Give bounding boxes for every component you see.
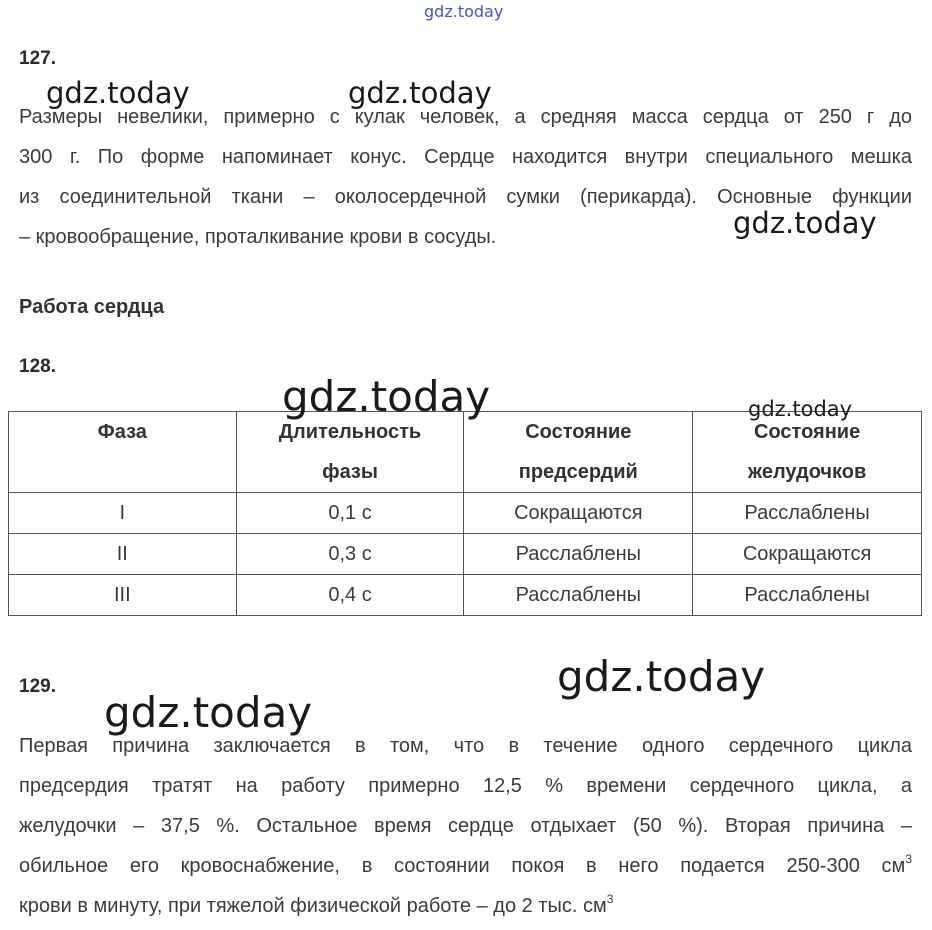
table-cell: III: [9, 575, 237, 616]
watermark: gdz.today: [282, 372, 491, 421]
watermark: gdz.today: [104, 688, 313, 737]
table-cell: Расслаблены: [464, 575, 693, 616]
header-ventricles-state: Состояние желудочков: [693, 412, 922, 493]
text-line: [19, 886, 912, 926]
table-cell: Расслаблены: [464, 534, 693, 575]
watermark-top: gdz.today: [424, 2, 504, 21]
text-line: Первая причина заключается в том, что в течение одного сердечного цикла: [19, 735, 912, 757]
watermark: gdz.today: [748, 397, 853, 421]
table-cell: II: [9, 534, 237, 575]
text-line: [19, 846, 912, 886]
text-line-content: обильное его кровоснабжение, в состоянии покоя в него подается 250-300 см: [19, 855, 906, 877]
watermark: gdz.today: [348, 76, 492, 110]
text-line: – кровообращение, проталкивание крови в сосуды.: [19, 226, 497, 248]
table-row: [9, 534, 922, 575]
table-row: [9, 575, 922, 616]
table-cell: 0,1 с: [236, 493, 464, 534]
header-phase: Фаза: [9, 412, 237, 493]
task-number-128: 128.: [19, 356, 56, 377]
table-header-row: [9, 412, 922, 493]
superscript-3: 3: [606, 892, 614, 906]
watermark: gdz.today: [46, 76, 190, 110]
text-line: из соединительной ткани – околосердечной сумки (перикарда). Основные функции: [19, 186, 912, 208]
table-cell: Сокращаются: [693, 534, 922, 575]
section-title: Работа сердца: [19, 296, 165, 318]
table-cell: 0,3 с: [236, 534, 464, 575]
table-cell: Сокращаются: [464, 493, 693, 534]
watermark: gdz.today: [733, 206, 877, 240]
task-number-127: 127.: [19, 48, 56, 69]
heart-phases-table: [8, 411, 922, 616]
text-line: предсердия тратят на работу примерно 12,5 % времени сердечного цикла, а: [19, 775, 912, 797]
header-atria-state: Состояние предсердий: [464, 412, 693, 493]
text-line: 300 г. По форме напоминает конус. Сердце находится внутри специального мешка: [19, 146, 912, 168]
table-row: [9, 493, 922, 534]
text-line: желудочки – 37,5 %. Остальное время сердце отдыхает (50 %). Вторая причина –: [19, 815, 912, 837]
table-cell: I: [9, 493, 237, 534]
task-number-129: 129.: [19, 676, 56, 697]
task-129-text: [19, 726, 912, 926]
table-cell: Расслаблены: [693, 493, 922, 534]
header-duration: Длительность фазы: [236, 412, 464, 493]
text-line-content: крови в минуту, при тяжелой физической работе – до 2 тыс. см: [19, 895, 607, 917]
table-cell: 0,4 с: [236, 575, 464, 616]
superscript-3: 3: [905, 852, 912, 866]
watermark: gdz.today: [557, 652, 766, 701]
text-line: Размеры невелики, примерно с кулак человек, а средняя масса сердца от 250 г до: [19, 106, 912, 128]
table-cell: Расслаблены: [693, 575, 922, 616]
